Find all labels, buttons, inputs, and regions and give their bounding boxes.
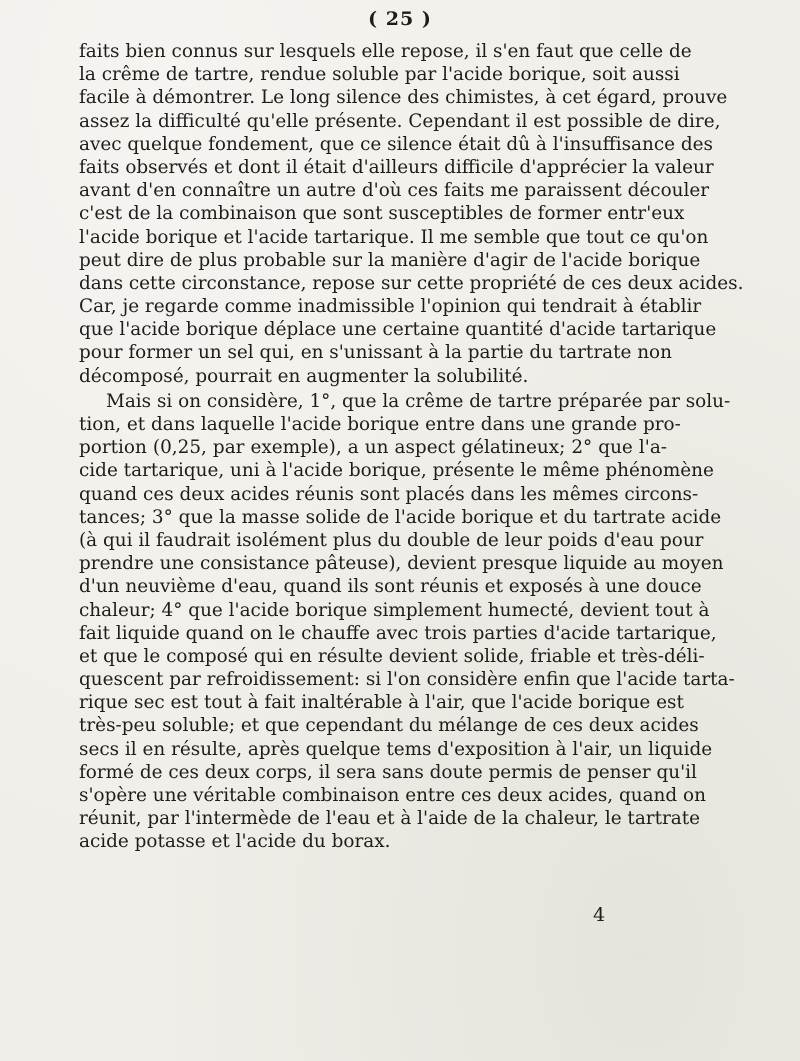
- text-line: réunit, par l'intermède de l'eau et à l'aide de la chaleur, le tartrate: [79, 808, 700, 830]
- paragraph-2: [79, 390, 735, 854]
- text-line: peut dire de plus probable sur la manière d'agir de l'acide borique: [79, 249, 701, 271]
- body-text: [79, 40, 744, 854]
- signature-mark: 4: [593, 904, 606, 926]
- text-line: décomposé, pourrait en augmenter la solubilité.: [79, 365, 529, 387]
- text-line: et que le composé qui en résulte devient solide, friable et très-déli-: [79, 645, 705, 667]
- text-line: chaleur; 4° que l'acide borique simplement humecté, devient tout à: [79, 599, 710, 621]
- text-line: fait liquide quand on le chauffe avec trois parties d'acide tartarique,: [79, 622, 717, 644]
- page-number: ( 25 ): [368, 8, 432, 30]
- text-line: assez la difficulté qu'elle présente. Cependant il est possible de dire,: [79, 110, 721, 132]
- text-line: acide potasse et l'acide du borax.: [79, 831, 391, 853]
- text-line: s'opère une véritable combinaison entre ces deux acides, quand on: [79, 785, 706, 806]
- text-line: facile à démontrer. Le long silence des chimistes, à cet égard, prouve: [79, 87, 728, 109]
- text-line: portion (0,25, par exemple), a un aspect gélatineux; 2° que l'a-: [79, 437, 667, 459]
- text-line: quand ces deux acides réunis sont placés dans les mêmes circons-: [79, 483, 699, 505]
- text-line: secs il en résulte, après quelque tems d'exposition à l'air, un liquide: [79, 738, 713, 760]
- text-line: formé de ces deux corps, il sera sans doute permis de penser qu'il: [79, 761, 697, 783]
- text-line: l'acide borique et l'acide tartarique. Il me semble que tout ce qu'on: [79, 226, 709, 248]
- text-line: dans cette circonstance, repose sur cette propriété de ces deux acides.: [79, 272, 744, 294]
- text-line: d'un neuvième d'eau, quand ils sont réunis et exposés à une douce: [79, 576, 702, 598]
- text-line: Car, je regarde comme inadmissible l'opinion qui tendrait à établir: [79, 296, 702, 318]
- text-line: très-peu soluble; et que cependant du mélange de ces deux acides: [79, 715, 699, 737]
- text-line: tion, et dans laquelle l'acide borique entre dans une grande pro-: [79, 414, 681, 435]
- text-line: faits observés et dont il était d'ailleurs difficile d'apprécier la valeur: [79, 156, 714, 178]
- text-line: avec quelque fondement, que ce silence était dû à l'insuffisance des: [79, 133, 713, 155]
- paragraph-1: [79, 40, 744, 388]
- text-line: Mais si on considère, 1°, que la crême de tartre préparée par solu-: [106, 390, 731, 412]
- text-line: avant d'en connaître un autre d'où ces faits me paraissent découler: [79, 180, 710, 202]
- text-line: que l'acide borique déplace une certaine quantité d'acide tartarique: [79, 319, 717, 341]
- text-line: faits bien connus sur lesquels elle repose, il s'en faut que celle de: [79, 41, 692, 62]
- text-line: prendre une consistance pâteuse), devient presque liquide au moyen: [79, 553, 724, 575]
- text-line: pour former un sel qui, en s'unissant à la partie du tartrate non: [79, 342, 672, 364]
- text-line: rique sec est tout à fait inaltérable à l'air, que l'acide borique est: [79, 692, 684, 714]
- text-line: c'est de la combinaison que sont susceptibles de former entr'eux: [79, 203, 685, 225]
- text-line: tances; 3° que la masse solide de l'acide borique et du tartrate acide: [79, 506, 722, 528]
- text-line: cide tartarique, uni à l'acide borique, présente le même phénomène: [79, 460, 714, 482]
- text-line: la crême de tartre, rendue soluble par l'acide borique, soit aussi: [79, 64, 680, 86]
- text-line: quescent par refroidissement: si l'on considère enfin que l'acide tarta-: [79, 669, 735, 691]
- text-line: (à qui il faudrait isolément plus du double de leur poids d'eau pour: [79, 529, 704, 551]
